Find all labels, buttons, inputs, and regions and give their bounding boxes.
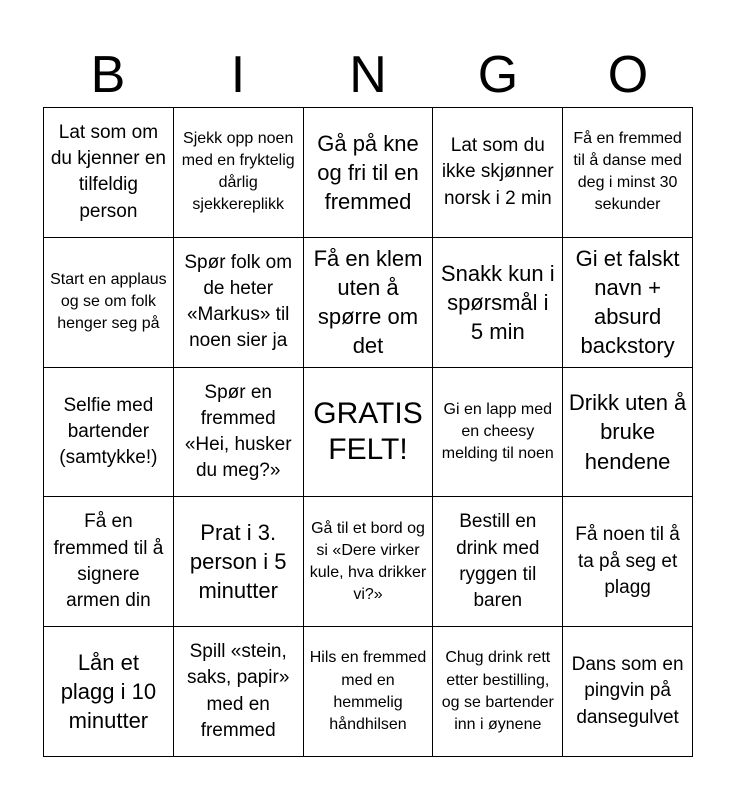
bingo-cell-text: Få en fremmed til å danse med deg i minst 30 sekunder — [573, 130, 682, 214]
bingo-cell-text: Lat som om du kjenner en tilfeldig person — [50, 121, 166, 222]
bingo-cell-text: Bestill en drink med ryggen til baren — [456, 511, 540, 611]
bingo-cell-text: Få en klem uten å spørre om det — [313, 246, 423, 359]
bingo-cell-text: Drikk uten å bruke hendene — [568, 390, 687, 474]
bingo-cell-text: Gå på kne og fri til en fremmed — [317, 130, 419, 214]
bingo-cell-r2c5[interactable] — [563, 238, 693, 368]
bingo-cell-text: Snakk kun i spørsmål i 5 min — [440, 260, 555, 344]
bingo-cell-r3c2[interactable] — [174, 368, 304, 498]
bingo-cell-r1c5[interactable] — [563, 108, 693, 238]
bingo-grid — [43, 107, 693, 757]
bingo-cell-r5c3[interactable] — [304, 627, 434, 757]
bingo-cell-free-space[interactable] — [304, 368, 434, 498]
bingo-cell-r2c3[interactable] — [304, 238, 434, 368]
bingo-cell-r4c1[interactable] — [44, 497, 174, 627]
header-letter-g: G — [477, 46, 519, 104]
header-letter-i: I — [230, 46, 246, 104]
bingo-cell-text: GRATIS FELT! — [313, 396, 423, 466]
bingo-cell-text: Hils en fremmed med en hemmelig håndhilsen — [309, 649, 427, 733]
bingo-cell-r4c4[interactable] — [433, 497, 563, 627]
header-letter-b: B — [90, 46, 126, 104]
header-letter-n: N — [349, 46, 387, 104]
bingo-cell-text: Få en fremmed til å signere armen din — [53, 511, 164, 611]
bingo-cell-text: Start en applaus og se om folk henger seg på — [50, 271, 167, 333]
bingo-cell-r1c3[interactable] — [304, 108, 434, 238]
bingo-cell-text: Gi et falskt navn + absurd backstory — [575, 246, 680, 359]
bingo-cell-r4c5[interactable] — [563, 497, 693, 627]
bingo-cell-text: Dans som en pingvin på dansegulvet — [571, 654, 684, 728]
bingo-cell-text: Lat som du ikke skjønner norsk i 2 min — [441, 135, 554, 209]
bingo-cell-text: Gå til et bord og si «Dere virker kule, hva drikker vi?» — [309, 519, 427, 603]
bingo-cell-text: Selfie med bartender (samtykke!) — [59, 394, 158, 469]
bingo-cell-r2c2[interactable] — [174, 238, 304, 368]
bingo-cell-text: Sjekk opp noen med en fryktelig dårlig sjekkereplikk — [181, 130, 295, 214]
bingo-cell-r2c4[interactable] — [433, 238, 563, 368]
bingo-cell-r4c3[interactable] — [304, 497, 434, 627]
bingo-cell-r3c5[interactable] — [563, 368, 693, 498]
header-letter-o: O — [607, 46, 649, 104]
bingo-cell-r5c5[interactable] — [563, 627, 693, 757]
bingo-cell-r5c2[interactable] — [174, 627, 304, 757]
bingo-cell-text: Spill «stein, saks, papir» med en fremmed — [186, 641, 290, 741]
bingo-cell-r5c4[interactable] — [433, 627, 563, 757]
bingo-cell-r1c1[interactable] — [44, 108, 174, 238]
bingo-cell-r5c1[interactable] — [44, 627, 174, 757]
bingo-cell-r3c4[interactable] — [433, 368, 563, 498]
bingo-cell-text: Chug drink rett etter bestilling, og se bartender inn i øynene — [441, 649, 554, 733]
bingo-cell-r1c4[interactable] — [433, 108, 563, 238]
bingo-cell-text: Spør folk om de heter «Markus» til noen sier ja — [184, 251, 293, 352]
bingo-header — [43, 44, 693, 106]
bingo-cell-r3c1[interactable] — [44, 368, 174, 498]
bingo-cell-text: Gi en lapp med en cheesy melding til noen — [441, 400, 554, 463]
bingo-cell-r1c2[interactable] — [174, 108, 304, 238]
bingo-cell-text: Prat i 3. person i 5 minutter — [189, 520, 287, 604]
bingo-cell-text: Lån et plagg i 10 minutter — [60, 650, 157, 734]
bingo-cell-text: Få noen til å ta på seg et plagg — [575, 524, 680, 598]
bingo-cell-r4c2[interactable] — [174, 497, 304, 627]
bingo-cell-r2c1[interactable] — [44, 238, 174, 368]
bingo-cell-text: Spør en fremmed «Hei, husker du meg?» — [184, 381, 292, 482]
